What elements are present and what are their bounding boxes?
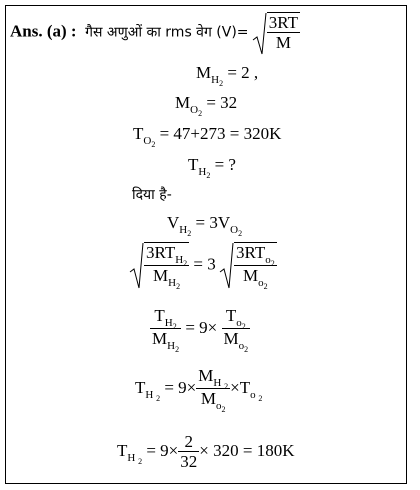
value: = 2 , (227, 63, 259, 82)
right-fraction (234, 243, 277, 289)
symbol: T (133, 124, 144, 143)
rms-numerator: 3RT (268, 13, 298, 32)
value: = 32 (206, 93, 238, 112)
sub: O (143, 135, 152, 147)
sub-2: 2 (198, 109, 203, 118)
equals: = 3 (193, 254, 216, 274)
answer-intro: गैस अणुओं का rms वेग (V)= (85, 24, 249, 41)
sub: H (145, 388, 154, 401)
sub: o (238, 340, 245, 352)
mass-fraction (196, 366, 230, 412)
sub: o (258, 277, 264, 289)
sub: O (230, 224, 239, 236)
molar-mass-o2 (175, 93, 237, 116)
sub-2: 2 (138, 456, 143, 466)
right-fraction (222, 306, 251, 352)
times: ×T (230, 377, 251, 397)
velocity-relation (167, 213, 242, 236)
value: = ? (214, 155, 236, 174)
equals: = 9× (164, 377, 197, 397)
sub-2: 2 (270, 259, 275, 268)
sub: H (164, 317, 173, 329)
sqrt-relation (130, 242, 277, 289)
sub-2: 2 (176, 282, 181, 291)
symbol: M (175, 93, 191, 112)
sub: o (216, 400, 222, 412)
denominator: M (243, 266, 259, 285)
rms-root (253, 12, 300, 53)
temperature-o2 (133, 124, 281, 147)
radical-sign (130, 242, 144, 288)
sub: H (167, 340, 176, 352)
numerator: 3RT (236, 243, 266, 262)
sub-2: 2 (238, 229, 243, 238)
sub: H (198, 166, 207, 178)
sub-2: 2 (263, 282, 268, 291)
value: = 47+273 = 320K (159, 124, 282, 143)
sub: o (236, 317, 242, 329)
molar-mass-h2 (196, 63, 258, 86)
equals: = 9× (146, 440, 179, 460)
denominator: M (153, 266, 169, 285)
sub: H (211, 74, 220, 86)
temperature-h2-unknown (188, 155, 236, 178)
denominator: M (223, 329, 239, 348)
sub-2: 2 (219, 79, 224, 88)
answer-label: Ans. (a) : (10, 21, 77, 41)
sub-2: 2 (244, 345, 249, 354)
radical-sign (220, 242, 234, 288)
symbol: V (167, 213, 180, 232)
sub: H (127, 451, 136, 464)
left-root (130, 242, 189, 289)
result: × 320 = 180K (199, 440, 295, 460)
ratio-relation (150, 306, 250, 352)
temperature-h2-expression (135, 366, 262, 412)
sub-2: 2 (175, 345, 180, 354)
numerator: T (225, 306, 237, 325)
sub-2: 2 (224, 382, 229, 391)
sub: o (265, 254, 271, 266)
sub-2: 2 (258, 393, 263, 403)
lhs: T (117, 440, 128, 460)
sub: H (179, 224, 188, 236)
answer-header (10, 12, 300, 53)
rms-fraction (267, 13, 300, 53)
lhs: T (135, 377, 146, 397)
rms-denominator: M (275, 33, 291, 52)
numerator: 2 (178, 432, 199, 452)
denominator: M (152, 329, 168, 348)
sub-2: 2 (221, 405, 226, 414)
sub-2: 2 (187, 229, 192, 238)
numerator: M (198, 366, 214, 385)
sub-2: 2 (151, 140, 156, 149)
symbol: T (188, 155, 199, 174)
sub: O (190, 104, 199, 116)
left-fraction (144, 243, 189, 289)
numerator: 3RT (146, 243, 176, 262)
sub: H (175, 254, 184, 266)
sub-2: 2 (172, 322, 177, 331)
equals: = 3V (195, 213, 231, 232)
sub-2: 2 (206, 171, 211, 180)
symbol: M (196, 63, 212, 82)
right-root (220, 242, 277, 289)
sub-2: 2 (156, 393, 161, 403)
numerator: T (154, 306, 165, 325)
sub-2: 2 (183, 259, 188, 268)
final-result (117, 432, 294, 472)
sub: o (250, 388, 256, 401)
equals: = 9× (185, 317, 218, 337)
left-fraction (150, 306, 181, 352)
sub: H (168, 277, 177, 289)
denominator: 32 (180, 452, 198, 471)
denominator: M (200, 389, 216, 408)
sub: H (213, 377, 222, 389)
radical-sign (253, 12, 267, 56)
sub-2: 2 (241, 322, 246, 331)
final-fraction (178, 432, 199, 472)
given-label: दिया है- (132, 187, 172, 203)
